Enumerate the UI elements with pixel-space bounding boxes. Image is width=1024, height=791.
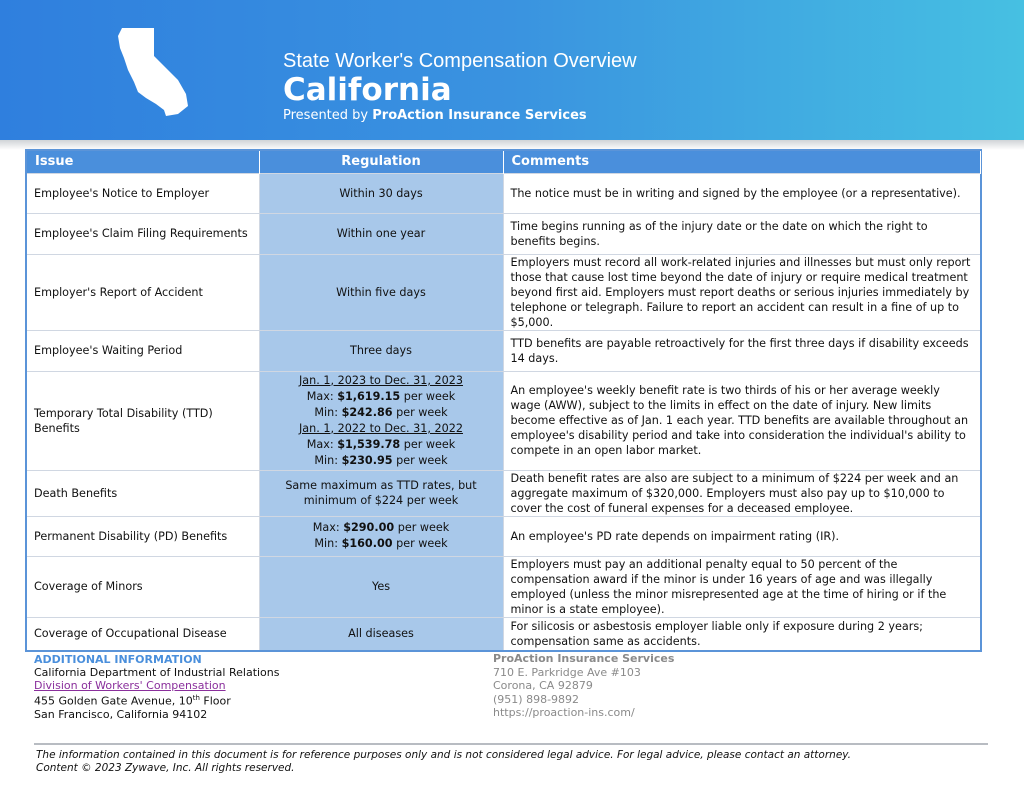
regulation-cell: Yes	[259, 556, 503, 617]
max-label: Max:	[306, 437, 338, 451]
header-comments: Comments	[503, 151, 980, 173]
table-header-row	[27, 151, 980, 173]
issue-cell: Employee's Waiting Period	[27, 330, 259, 371]
per-week: per week	[392, 405, 448, 419]
ttd-min-2022	[267, 453, 496, 469]
per-week: per week	[392, 537, 448, 550]
table-row	[27, 556, 980, 617]
presented-company: ProAction Insurance Services	[372, 108, 587, 123]
comment-cell: TTD benefits are payable retroactively for the first three days if disability exceeds 14 days.	[503, 330, 980, 371]
comment-cell: Time begins running as of the injury date or the date on which the right to benefits begins.	[503, 213, 980, 254]
address-floor: Floor	[199, 694, 231, 708]
regulation-cell: All diseases	[259, 617, 503, 650]
contact-name: ProAction Insurance Services	[493, 652, 675, 665]
header-banner	[0, 0, 1024, 140]
max-label: Max:	[306, 389, 338, 403]
header-title: California	[283, 72, 452, 108]
ttd-regulation-cell	[259, 371, 503, 470]
footer-divider	[34, 743, 988, 745]
disclaimer: The information contained in this document is for reference purposes only and is not considered legal advice. For legal advice, please contact an attorney.	[36, 749, 852, 761]
dir-city: San Francisco, California 94102	[34, 707, 208, 721]
regulation-cell: Within five days	[259, 254, 503, 330]
header-presented-by	[283, 108, 587, 123]
max-value: $290.00	[343, 521, 395, 534]
table-row	[27, 516, 980, 556]
ttd-max-2023	[267, 389, 496, 405]
min-value: $230.95	[341, 453, 393, 467]
pd-max	[267, 520, 496, 536]
issue-cell: Temporary Total Disability (TTD) Benefits	[27, 371, 259, 470]
min-value: $160.00	[341, 537, 393, 550]
table-row	[27, 470, 980, 516]
issue-cell: Employee's Claim Filing Requirements	[27, 213, 259, 254]
copyright: Content © 2023 Zywave, Inc. All rights reserved.	[36, 762, 295, 774]
comment-cell: Employers must pay an additional penalty equal to 50 percent of the compensation award if the minor is under 16 years of age and was illegally employed (unless the minor misrepresented age at the time of hiring or if the minor is a state employee).	[503, 556, 980, 617]
address-text: 455 Golden Gate Avenue, 10	[34, 694, 193, 708]
contact-address1: 710 E. Parkridge Ave #103	[493, 665, 641, 679]
per-week: per week	[394, 521, 450, 534]
dwc-link[interactable]: Division of Workers' Compensation	[34, 679, 226, 692]
table-row	[27, 617, 980, 650]
additional-heading: ADDITIONAL INFORMATION	[34, 653, 202, 666]
min-label: Min:	[314, 537, 342, 550]
pd-min	[267, 536, 496, 552]
regulation-cell: Same maximum as TTD rates, but minimum of $224 per week	[259, 470, 503, 516]
per-week: per week	[400, 437, 456, 451]
issue-cell: Coverage of Occupational Disease	[27, 617, 259, 650]
comment-cell: The notice must be in writing and signed by the employee (or a representative).	[503, 173, 980, 213]
regulation-cell: Within 30 days	[259, 173, 503, 213]
comment-cell: Employers must record all work-related injuries and illnesses but must only report those that cause lost time beyond the date of injury or require medical treatment beyond first aid. Employers must report deaths or serious injuries immediately by telephone or telegraph. Failure to report an accident can result in a fine of up to $5,000.	[503, 254, 980, 330]
pd-regulation-cell	[259, 516, 503, 556]
dir-address	[34, 692, 280, 708]
contact-website[interactable]: https://proaction-ins.com/	[493, 706, 635, 719]
ttd-max-2022	[267, 437, 496, 453]
issue-cell: Employer's Report of Accident	[27, 254, 259, 330]
max-label: Max:	[312, 521, 344, 534]
min-value: $242.86	[341, 405, 393, 419]
issue-cell: Permanent Disability (PD) Benefits	[27, 516, 259, 556]
table-row	[27, 371, 980, 470]
comment-cell: An employee's PD rate depends on impairment rating (IR).	[503, 516, 980, 556]
ttd-min-2023	[267, 405, 496, 421]
table-row	[27, 330, 980, 371]
table-row	[27, 173, 980, 213]
comment-cell: Death benefit rates are also are subject to a minimum of $224 per week and an aggregate maximum of $320,000. Employers must also pay up to $10,000 to cover the cost of funeral expenses for a deceased employee.	[503, 470, 980, 516]
regulation-cell: Within one year	[259, 213, 503, 254]
max-value: $1,619.15	[337, 389, 401, 403]
ttd-period-2023: Jan. 1, 2023 to Dec. 31, 2023	[299, 373, 463, 387]
ttd-period-2022: Jan. 1, 2022 to Dec. 31, 2022	[299, 421, 463, 435]
california-state-icon	[116, 26, 196, 118]
header-subtitle: State Worker's Compensation Overview	[283, 50, 637, 72]
presented-prefix: Presented by	[283, 108, 373, 123]
additional-information	[34, 653, 280, 721]
contact-phone: (951) 898-9892	[493, 692, 580, 706]
min-label: Min:	[314, 453, 342, 467]
min-label: Min:	[314, 405, 342, 419]
per-week: per week	[400, 389, 456, 403]
issue-cell: Death Benefits	[27, 470, 259, 516]
contact-block	[493, 652, 674, 720]
comment-cell: An employee's weekly benefit rate is two thirds of his or her average weekly wage (AWW), subject to the limits in effect on the date of injury. New limits become effective as of Jan. 1 each year. TTD benefits are available throughout an employee's disability period and take into consideration the individual's ability to compete in an open labor market.	[503, 371, 980, 470]
header-issue: Issue	[27, 151, 259, 173]
header-regulation: Regulation	[259, 151, 503, 173]
footer	[36, 749, 851, 775]
address-sup: th	[192, 694, 200, 702]
max-value: $1,539.78	[337, 437, 401, 451]
table-row	[27, 213, 980, 254]
contact-address2: Corona, CA 92879	[493, 679, 593, 692]
dir-name: California Department of Industrial Relations	[34, 666, 280, 679]
issue-cell: Coverage of Minors	[27, 556, 259, 617]
per-week: per week	[392, 453, 448, 467]
comment-cell: For silicosis or asbestosis employer liable only if exposure during 2 years; compensation same as accidents.	[503, 617, 980, 650]
issue-cell: Employee's Notice to Employer	[27, 173, 259, 213]
compensation-table	[25, 149, 982, 652]
table-row	[27, 254, 980, 330]
regulation-cell: Three days	[259, 330, 503, 371]
